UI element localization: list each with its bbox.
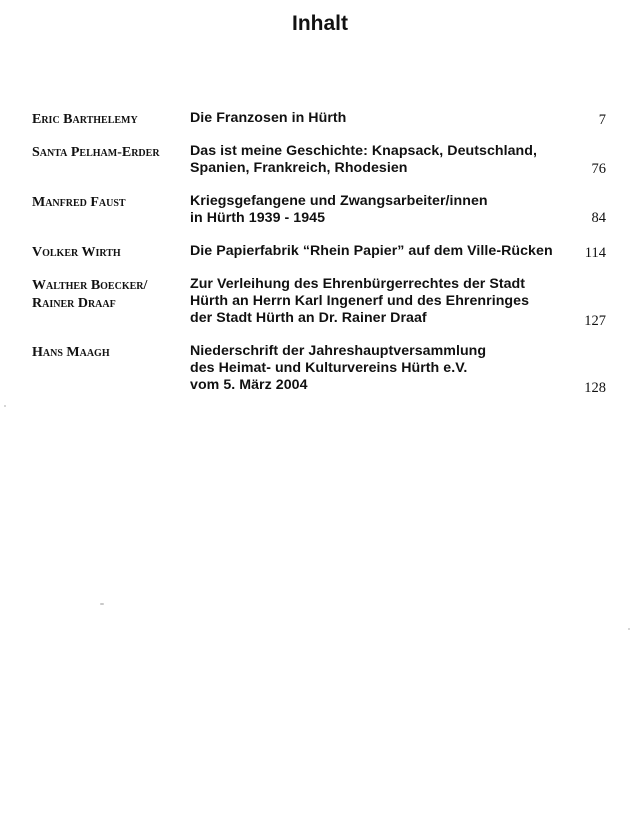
entry-title <box>190 243 553 260</box>
page-number: 127 <box>584 313 606 329</box>
entry-title <box>190 143 537 177</box>
scan-speck <box>100 603 104 605</box>
entry-author <box>32 194 126 212</box>
author-line: Rainer Draaf <box>32 296 116 311</box>
entry-author <box>32 111 138 129</box>
title-line: in Hürth 1939 - 1945 <box>190 210 326 226</box>
title-line: Die Franzosen in Hürth <box>190 110 347 126</box>
title-line: vom 5. März 2004 <box>190 377 308 393</box>
author-line: Volker Wirth <box>32 245 121 260</box>
title-line: Kriegsgefangene und Zwangsarbeiter/innen <box>190 193 488 209</box>
scan-speck <box>4 405 6 407</box>
page-number: 128 <box>584 380 606 396</box>
page-title: Inhalt <box>292 12 348 35</box>
entry-title <box>190 343 486 394</box>
page-number: 84 <box>591 210 606 226</box>
title-line: Das ist meine Geschichte: Knapsack, Deutschland, <box>190 143 537 159</box>
title-line: Niederschrift der Jahreshauptversammlung <box>190 343 487 359</box>
author-line: Manfred Faust <box>32 195 126 210</box>
entry-author <box>32 244 121 262</box>
page-number: 7 <box>598 112 606 128</box>
entry-title <box>190 193 488 227</box>
title-line: Hürth an Herrn Karl Ingenerf und des Ehrenringes <box>190 293 530 309</box>
author-line: Walther Boecker/ <box>32 278 148 293</box>
title-line: Zur Verleihung des Ehrenbürgerrechtes der Stadt <box>190 276 526 292</box>
entry-author <box>32 277 147 313</box>
title-line: Die Papierfabrik “Rhein Papier” auf dem Ville-Rücken <box>190 243 553 259</box>
title-line: des Heimat- und Kulturvereins Hürth e.V. <box>190 360 468 376</box>
author-line: Hans Maagh <box>32 345 110 360</box>
entry-author <box>32 344 110 362</box>
scan-speck <box>628 628 630 630</box>
page-number: 76 <box>591 161 606 177</box>
entry-title <box>190 110 346 127</box>
title-line: der Stadt Hürth an Dr. Rainer Draaf <box>190 310 427 326</box>
page-number: 114 <box>584 245 606 261</box>
author-line: Santa Pelham-Erder <box>32 145 160 160</box>
author-line: Eric Barthelemy <box>32 112 138 127</box>
entry-title <box>190 276 529 327</box>
entry-author <box>32 144 160 162</box>
title-line: Spanien, Frankreich, Rhodesien <box>190 160 408 176</box>
